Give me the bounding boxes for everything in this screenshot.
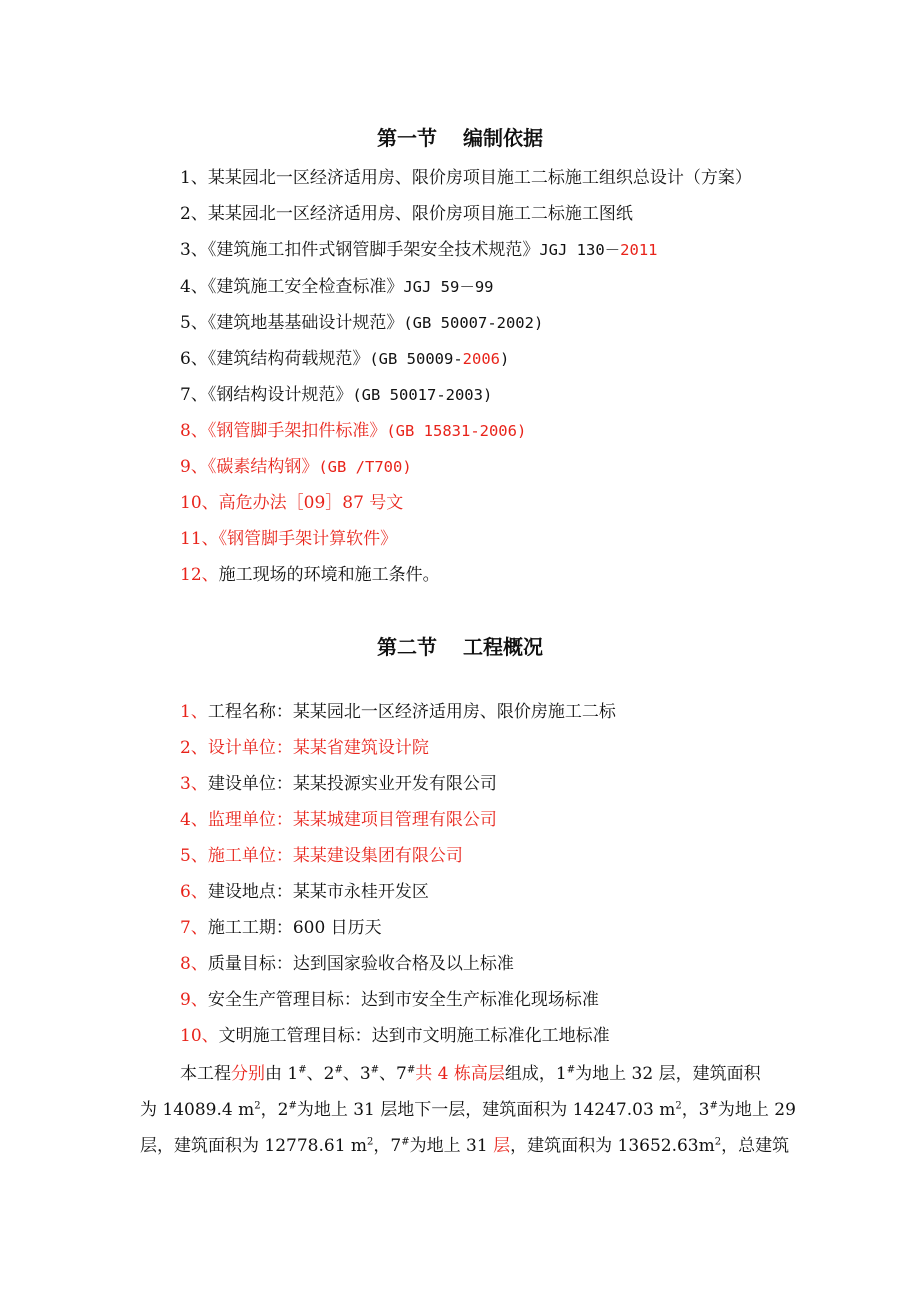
basis-item-7: 7、《钢结构设计规范》(GB 50017-2003) xyxy=(180,385,493,405)
overview-item-2: 2、设计单位：某某省建筑设计院 xyxy=(180,738,429,758)
basis-item-4: 4、《建筑施工安全检查标准》JGJ 59－99 xyxy=(180,277,494,297)
overview-paragraph-line-1: 本工程分别由 1#、2#、3#、7#共 4 栋高层组成，1#为地上 32 层，建筑面积 xyxy=(180,1064,761,1084)
overview-item-5: 5、施工单位：某某建设集团有限公司 xyxy=(180,846,463,866)
overview-item-4: 4、监理单位：某某城建项目管理有限公司 xyxy=(180,810,497,830)
basis-item-3: 3、《建筑施工扣件式钢管脚手架安全技术规范》JGJ 130－2011 xyxy=(180,240,658,260)
overview-item-6: 6、建设地点：某某市永桂开发区 xyxy=(180,882,429,902)
basis-item-2: 2、某某园北一区经济适用房、限价房项目施工二标施工图纸 xyxy=(180,204,633,224)
section2-title-number: 第二节 xyxy=(377,635,437,659)
basis-item-1: 1、某某园北一区经济适用房、限价房项目施工二标施工组织总设计（方案） xyxy=(180,168,752,188)
overview-paragraph-line-2: 为 14089.4 $m^2$，2#为地上 31 层地下一层，建筑面积为 14247.03 $m^2$，3#为地上 29 xyxy=(140,1100,796,1120)
basis-item-5: 5、《建筑地基基础设计规范》(GB 50007-2002) xyxy=(180,313,544,333)
section2-title-text: 工程概况 xyxy=(463,635,543,659)
overview-item-3: 3、建设单位：某某投源实业开发有限公司 xyxy=(180,774,497,794)
basis-item-10: 10、高危办法［09］87 号文 xyxy=(180,493,404,513)
basis-item-12: 12、施工现场的环境和施工条件。 xyxy=(180,565,440,585)
overview-item-10: 10、文明施工管理目标：达到市文明施工标准化工地标准 xyxy=(180,1026,610,1046)
section1-title-number: 第一节 xyxy=(377,126,437,150)
overview-item-8: 8、质量目标：达到国家验收合格及以上标准 xyxy=(180,954,514,974)
section1-title-text: 编制依据 xyxy=(463,126,543,150)
overview-paragraph-line-3: 层，建筑面积为 12778.61 $m^2$，7#为地上 31 层，建筑面积为 $13652.63m^2$，总建筑 xyxy=(140,1136,790,1156)
section1-title xyxy=(0,122,920,151)
basis-item-9: 9、《碳素结构钢》(GB /T700) xyxy=(180,457,412,477)
section2-title xyxy=(0,631,920,660)
overview-item-9: 9、安全生产管理目标：达到市安全生产标准化现场标准 xyxy=(180,990,599,1010)
basis-item-6: 6、《建筑结构荷载规范》(GB 50009-2006) xyxy=(180,349,510,369)
basis-item-11: 11、《钢管脚手架计算软件》 xyxy=(180,529,398,549)
overview-item-1: 1、工程名称：某某园北一区经济适用房、限价房施工二标 xyxy=(180,702,616,722)
overview-item-7: 7、施工工期：600 日历天 xyxy=(180,918,382,938)
basis-item-8: 8、《钢管脚手架扣件标准》(GB 15831-2006) xyxy=(180,421,527,441)
